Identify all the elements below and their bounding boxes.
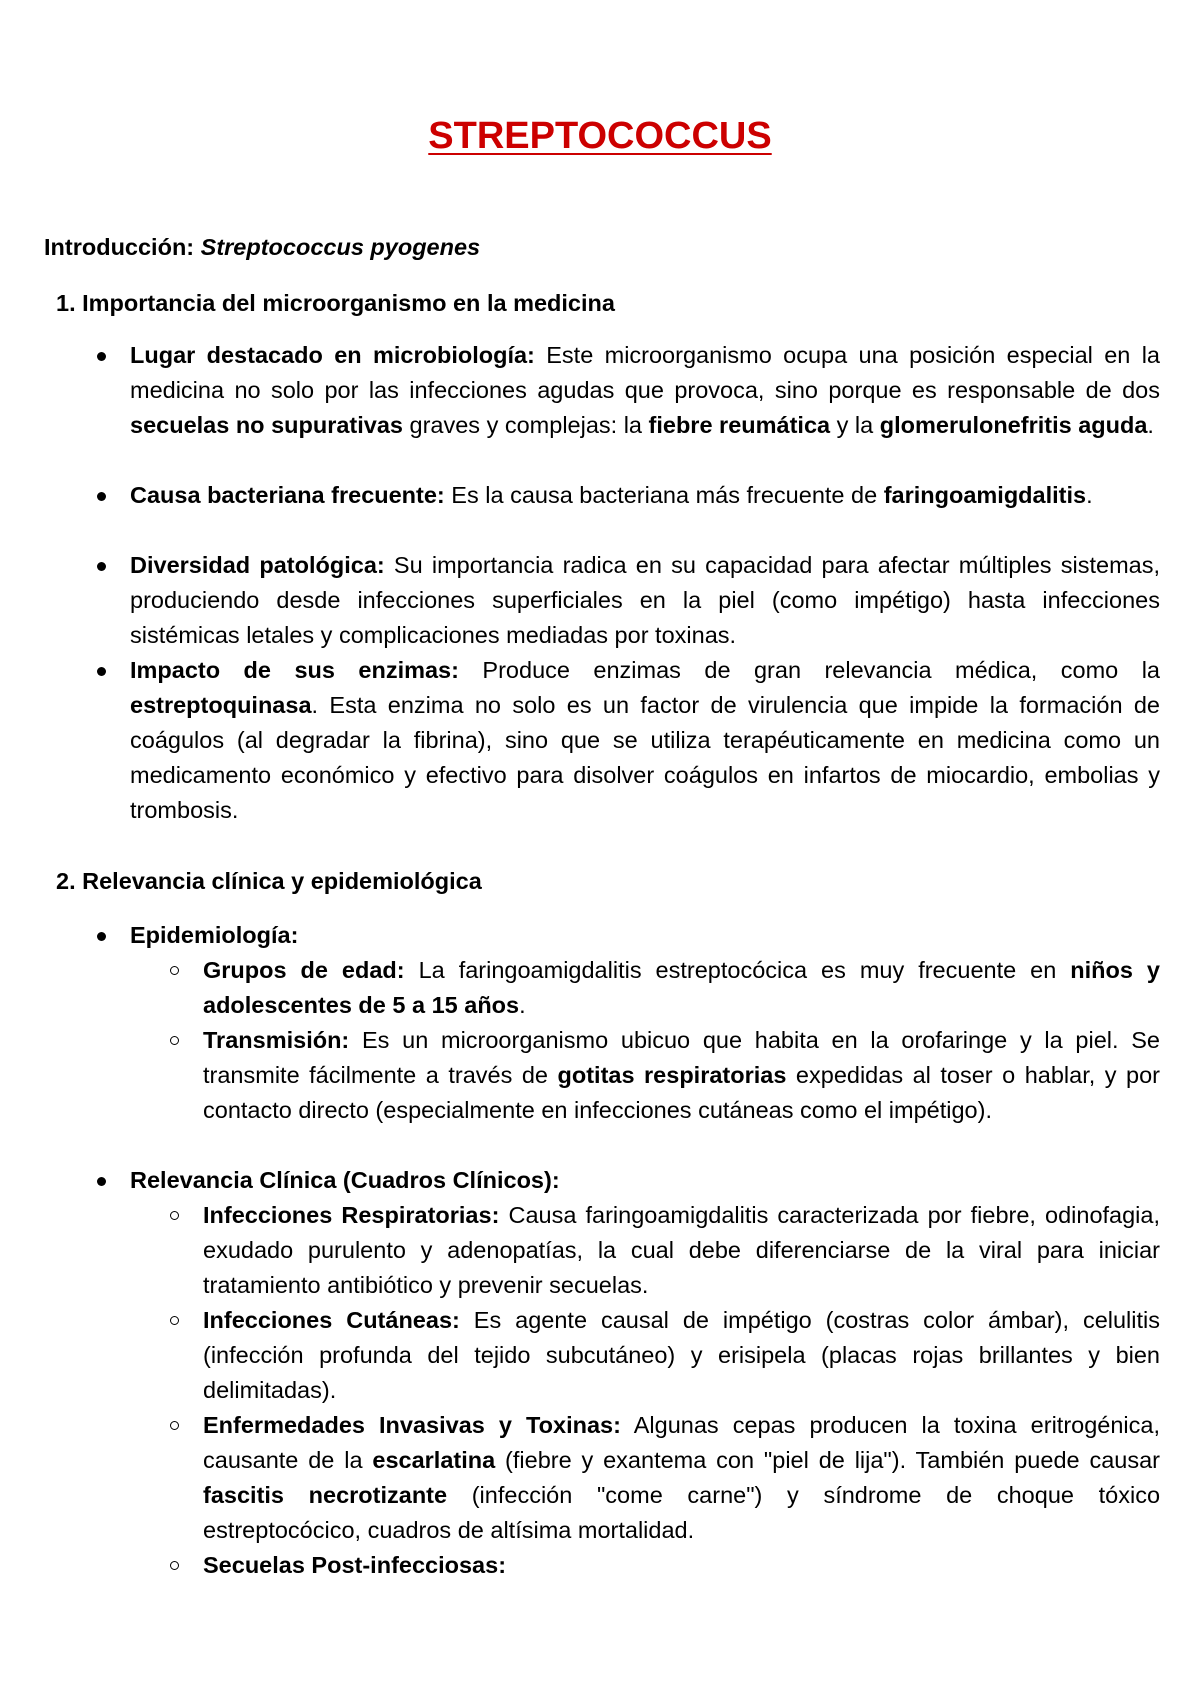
bullet-text: y la bbox=[830, 412, 880, 438]
subbullet-enfermedades-invasivas bbox=[203, 1408, 1160, 1548]
subbullet-text: (fiebre y exantema con "piel de lija"). También puede causar bbox=[495, 1447, 1160, 1473]
bullet-keyword: faringoamigdalitis bbox=[883, 482, 1087, 508]
subbullet-text: Algunas cepas producen la toxina eritrogénica, causante de la bbox=[203, 1412, 1161, 1473]
bullet-keyword: estreptoquinasa bbox=[130, 692, 312, 718]
bullet-label: Causa bacteriana frecuente: bbox=[130, 482, 445, 508]
subbullet-label: Enfermedades Invasivas y Toxinas: bbox=[203, 1412, 621, 1438]
bullet-diversidad-patologica bbox=[130, 548, 1160, 653]
intro-organism: Streptococcus pyogenes bbox=[200, 234, 481, 260]
subbullet-text: Es agente causal de impétigo (costras color ámbar), celulitis (infección profunda del tejido subcutáneo) y erisipela (placas rojas brillantes y bien delimitadas). bbox=[203, 1307, 1160, 1403]
subbullet-secuelas bbox=[203, 1548, 1160, 1583]
subbullet-infecciones-cutaneas bbox=[203, 1303, 1160, 1408]
subbullet-text: (infección "come carne") y síndrome de choque tóxico estreptocócico, cuadros de altísima mortalidad. bbox=[203, 1482, 1161, 1543]
subbullet-keyword: fascitis necrotizante bbox=[203, 1482, 448, 1508]
bullet-causa-bacteriana bbox=[130, 478, 1160, 513]
bullet-label: Diversidad patológica: bbox=[130, 552, 385, 578]
bullet-label: Lugar destacado en microbiología: bbox=[130, 342, 535, 368]
bullet-label: Relevancia Clínica (Cuadros Clínicos): bbox=[130, 1167, 560, 1193]
subbullet-keyword: niños y adolescentes de 5 a 15 años bbox=[203, 957, 1160, 1018]
bullet-text: Este microorganismo ocupa una posición especial en la medicina no solo por las infecciones agudas que provoca, sino porque es responsable de dos bbox=[130, 342, 1160, 403]
subbullet-text: expedidas al toser o hablar, y por contacto directo (especialmente en infecciones cutáneas como el impétigo). bbox=[203, 1062, 1161, 1123]
bullet-label: Impacto de sus enzimas: bbox=[130, 657, 459, 683]
bullet-relevancia-clinica bbox=[130, 1163, 1160, 1198]
subbullet-transmision bbox=[203, 1023, 1160, 1128]
bullet-text: graves y complejas: la bbox=[402, 412, 649, 438]
subbullet-grupos-edad bbox=[203, 953, 1160, 1023]
subbullet-text: . bbox=[519, 992, 526, 1018]
subbullet-text: Causa faringoamigdalitis caracterizada por fiebre, odinofagia, exudado purulento y adenopatías, la cual debe diferenciarse de la viral para iniciar tratamiento antibiótico y prevenir secuelas. bbox=[203, 1202, 1160, 1298]
subbullet-keyword: escarlatina bbox=[372, 1447, 496, 1473]
subbullet-keyword: gotitas respiratorias bbox=[557, 1062, 787, 1088]
bullet-lugar-destacado bbox=[130, 338, 1160, 443]
intro-line bbox=[44, 232, 480, 262]
bullet-epidemiologia bbox=[130, 918, 1160, 953]
bullet-label: Epidemiología: bbox=[130, 922, 299, 948]
subbullet-text: Es un microorganismo ubicuo que habita en la orofaringe y la piel. Se transmite fácilmente a través de bbox=[203, 1027, 1160, 1088]
subbullet-label: Transmisión: bbox=[203, 1027, 350, 1053]
bullet-text: . bbox=[1086, 482, 1093, 508]
intro-label: Introducción: bbox=[44, 234, 195, 260]
subbullet-label: Secuelas Post-infecciosas: bbox=[203, 1552, 507, 1578]
section-2-heading: 2. Relevancia clínica y epidemiológica bbox=[56, 868, 482, 894]
document-title: STREPTOCOCCUS bbox=[428, 115, 772, 157]
bullet-keyword: secuelas no supurativas bbox=[130, 412, 403, 438]
bullet-text: Produce enzimas de gran relevancia médica, como la bbox=[458, 657, 1160, 683]
bullet-keyword: glomerulonefritis aguda bbox=[879, 412, 1148, 438]
bullet-text: . bbox=[1147, 412, 1154, 438]
subbullet-label: Grupos de edad: bbox=[203, 957, 405, 983]
subbullet-label: Infecciones Respiratorias: bbox=[203, 1202, 500, 1228]
subbullet-label: Infecciones Cutáneas: bbox=[203, 1307, 460, 1333]
subbullet-text: La faringoamigdalitis estreptocócica es muy frecuente en bbox=[404, 957, 1071, 983]
bullet-text: Su importancia radica en su capacidad para afectar múltiples sistemas, produciendo desde infecciones superficiales en la piel (como impétigo) hasta infecciones sistémicas letales y complicaciones mediadas por toxinas. bbox=[130, 552, 1160, 648]
subbullet-infecciones-respiratorias bbox=[203, 1198, 1160, 1303]
bullet-impacto-enzimas bbox=[130, 653, 1160, 828]
section-1-heading: 1. Importancia del microorganismo en la medicina bbox=[56, 290, 615, 316]
bullet-text: Es la causa bacteriana más frecuente de bbox=[444, 482, 884, 508]
bullet-text: . Esta enzima no solo es un factor de virulencia que impide la formación de coágulos (al degradar la fibrina), sino que se utiliza terapéuticamente en medicina como un medicamento económico y efectivo para disolver coágulos en infartos de miocardio, embolias y trombosis. bbox=[130, 692, 1160, 823]
bullet-keyword: fiebre reumática bbox=[648, 412, 831, 438]
